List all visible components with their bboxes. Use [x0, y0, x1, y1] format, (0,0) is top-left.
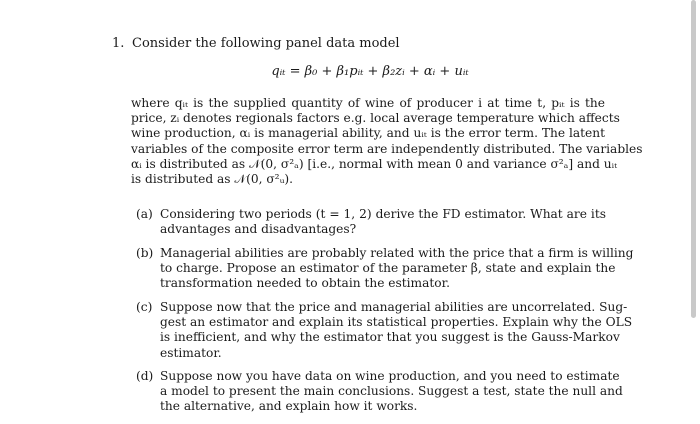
subquestion-line: estimator. — [160, 345, 222, 360]
subquestion-line: is inefficient, and why the estimator that you suggest is the Gauss-Markov — [160, 330, 620, 345]
question-number: 1. — [112, 36, 125, 51]
subquestion-c — [136, 300, 633, 361]
subquestion-line: transformation needed to obtain the estimator. — [160, 276, 450, 291]
subquestion-line: Managerial abilities are probably related with the price that a firm is willing — [160, 246, 634, 260]
description-line: price, zᵢ denotes regionals factors e.g. local average temperature which affects — [131, 111, 620, 126]
subquestion-label: (a) — [136, 207, 153, 221]
subquestion-line: Suppose now you have data on wine production, and you need to estimate — [160, 369, 620, 383]
description-line: αᵢ is distributed as 𝒩(0, σ²ₐ) [i.e., normal with mean 0 and variance σ²ₐ] and uᵢₜ — [131, 156, 618, 171]
subquestion-line: Suppose now that the price and managerial abilities are uncorrelated. Sug- — [160, 300, 628, 314]
subquestion-line: the alternative, and explain how it works. — [160, 399, 418, 414]
subquestion-line: to charge. Propose an estimator of the parameter β, state and explain the — [160, 261, 616, 276]
description-line: where qᵢₜ is the supplied quantity of wine of producer i at time t, pᵢₜ is the — [131, 96, 605, 110]
subquestion-line: advantages and disadvantages? — [160, 222, 357, 237]
subquestion-label: (b) — [136, 246, 154, 260]
subquestion-a — [136, 207, 606, 237]
description-line: variables of the composite error term are independently distributed. The variables — [131, 141, 643, 156]
subquestion-label: (c) — [136, 300, 153, 314]
question-intro: Consider the following panel data model — [132, 36, 400, 51]
subquestion-line: Considering two periods (t = 1, 2) derive the FD estimator. What are its — [160, 207, 606, 221]
model-equation: qᵢₜ = β₀ + β₁pᵢₜ + β₂zᵢ + αᵢ + uᵢₜ — [271, 64, 469, 79]
subquestion-line: gest an estimator and explain its statistical properties. Explain why the OLS — [160, 315, 633, 330]
subquestion-label: (d) — [136, 369, 154, 383]
subquestion-d — [136, 369, 623, 415]
subquestion-b — [136, 246, 634, 292]
vertical-scrollbar[interactable] — [691, 0, 696, 318]
subquestion-line: a model to present the main conclusions. Suggest a test, state the null and — [160, 384, 623, 399]
description-line: wine production, αᵢ is managerial ability, and uᵢₜ is the error term. The latent — [131, 126, 605, 141]
model-description — [131, 96, 643, 187]
description-line: is distributed as 𝒩(0, σ²ᵤ). — [131, 172, 294, 187]
